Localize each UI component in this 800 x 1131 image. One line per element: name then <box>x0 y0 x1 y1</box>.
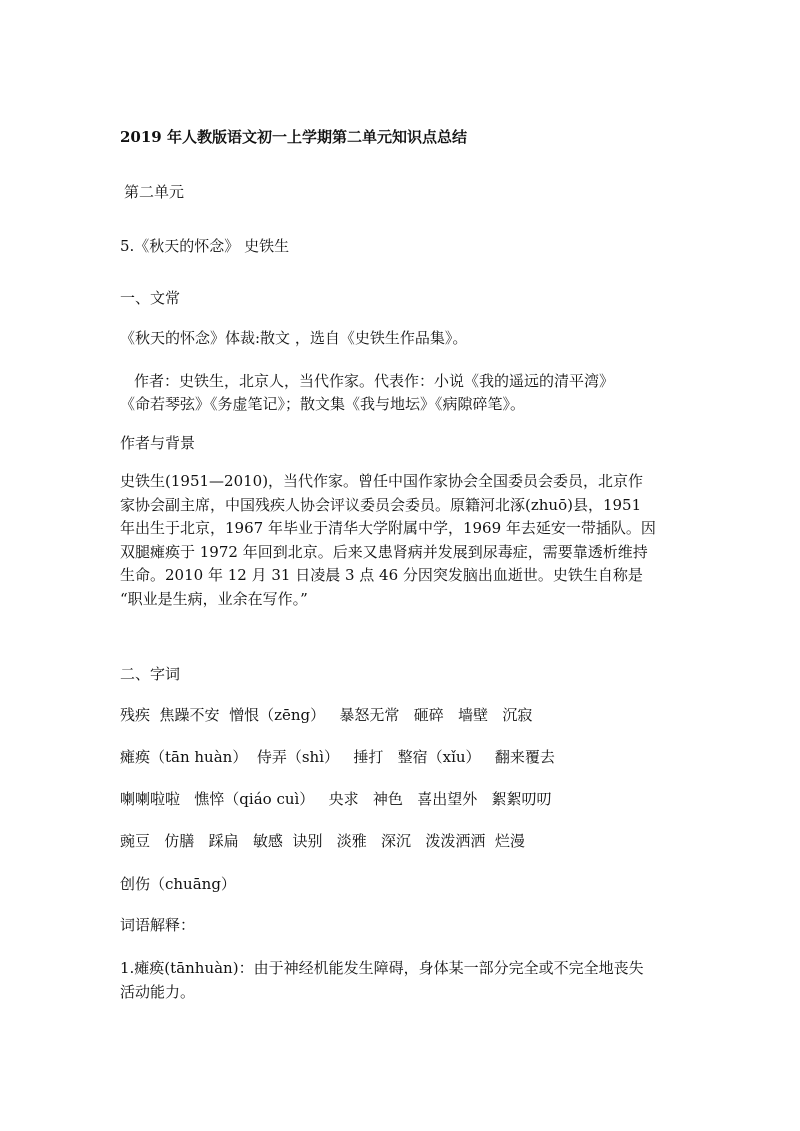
explanation-line: 1.瘫痪(tānhuàn)：由于神经机能发生障碍，身体某一部分完全或不完全地丧失 <box>120 959 644 977</box>
word-list-line: 喇喇啦啦 憔悴（qiáo cuì） 央求 神色 喜出望外 絮絮叨叨 <box>120 790 552 808</box>
word-list-line: 创伤（chuāng） <box>120 875 236 893</box>
author-line-2: 《命若琴弦》《务虚笔记》；散文集《我与地坛》《病隙碎笔》。 <box>120 395 526 413</box>
lesson-heading: 5.《秋天的怀念》 史铁生 <box>120 237 290 255</box>
author-line-1: 作者：史铁生，北京人，当代作家。代表作：小说《我的遥远的清平湾》 <box>134 372 615 390</box>
background-line: 史铁生(1951—2010)，当代作家。曾任中国作家协会全国委员会委员，北京作 <box>120 472 644 490</box>
background-heading: 作者与背景 <box>120 434 196 452</box>
section-heading-zici: 二、字词 <box>120 665 181 683</box>
explanation-paragraph <box>120 957 680 1004</box>
background-line: 生命。2010 年 12 月 31 日凌晨 3 点 46 分因突发脑出血逝世。史铁生自称是 <box>120 566 643 584</box>
background-line: “职业是生病，业余在写作。” <box>120 589 308 608</box>
background-paragraph <box>120 470 680 611</box>
word-list-line: 豌豆 仿膳 踩扁 敏感 诀别 淡雅 深沉 泼泼洒洒 烂漫 <box>120 832 525 850</box>
word-list-line: 瘫痪（tān huàn） 侍弄（shì） 捶打 整宿（xǐu） 翻来覆去 <box>120 748 555 766</box>
genre-line: 《秋天的怀念》体裁:散文 ，选自《史铁生作品集》。 <box>120 329 468 347</box>
word-list-line: 残疾 焦躁不安 憎恨（zēng） 暴怒无常 砸碎 墙壁 沉寂 <box>120 706 533 724</box>
background-line: 家协会副主席，中国残疾人协会评议委员会委员。原籍河北涿(zhuō)县，1951 <box>120 495 642 514</box>
explanation-heading: 词语解释： <box>120 916 196 934</box>
explanation-line: 活动能力。 <box>120 982 196 1001</box>
document-title: 2019 年人教版语文初一上学期第二单元知识点总结 <box>120 128 467 146</box>
unit-heading: 第二单元 <box>124 183 185 201</box>
background-line: 年出生于北京，1967 年毕业于清华大学附属中学，1969 年去延安一带插队。因 <box>120 519 656 537</box>
section-heading-wenchang: 一、文常 <box>120 289 181 307</box>
background-line: 双腿瘫痪于 1972 年回到北京。后来又患肾病并发展到尿毒症，需要靠透析维持 <box>120 542 648 561</box>
